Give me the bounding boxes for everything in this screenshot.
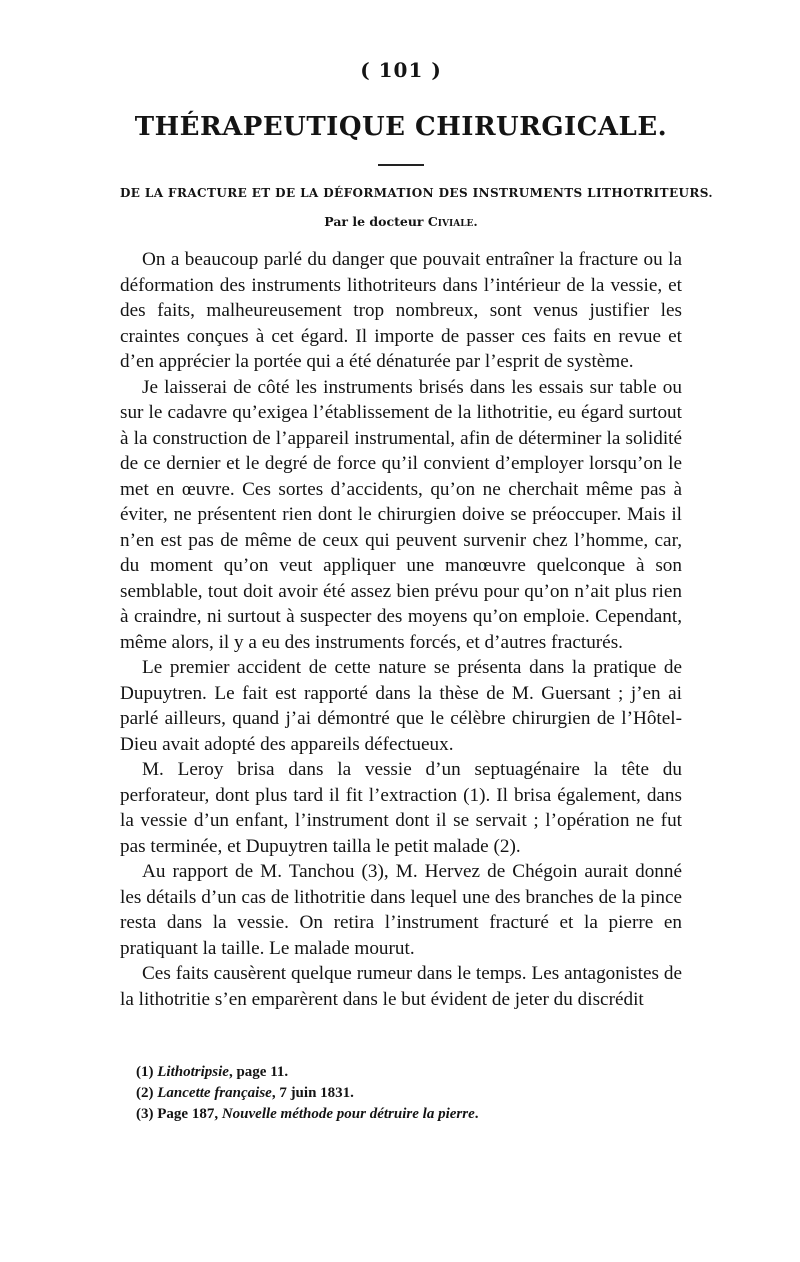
footnote-rest: . <box>474 1106 479 1122</box>
footnote-mark: (1) <box>136 1064 154 1080</box>
footnote-mark: (2) <box>136 1085 154 1101</box>
footnote-pre: Page 187, <box>157 1106 222 1122</box>
paragraph: Je laisserai de côté les instruments brisés dans les essais sur table ou sur le cadavre qu’exigea l’établissement de la lithotritie, eu égard surtout à la construction de l’appareil instrumental, afin de déterminer la solidité de ce dernier et le degré de force qu’il convient d’employer lorsqu’on le met en œuvre. Ces sortes d’accidents, qu’on ne cherchait même pas à éviter, ne présentent rien dont le chirurgien doive se préoccuper. Mais il n’en est pas de même de ceux qui peuvent survenir chez l’homme, car, du moment qu’on veut appliquer une manœuvre quelconque à son semblable, tout doit avoir été assez bien prévu pour qu’on n’ait plus rien à craindre, ni surtout à suspecter des moyens qu’on emploie. Cependant, même alors, il y a eu des instruments forcés, et d’autres fracturés. <box>120 376 682 653</box>
paragraph: Ces faits causèrent quelque rumeur dans le temps. Les antagonistes de la lithotritie s’en emparèrent dans le but évident de jeter du discrédit <box>120 963 682 1010</box>
footnote-title: Lithotripsie <box>157 1064 229 1080</box>
paragraph: Au rapport de M. Tanchou (3), M. Hervez de Chégoin aurait donné les détails d’un cas de lithotritie dans lequel une des branches de la pince resta dans la vessie. On retira l’instrument fracturé et la pierre en pratiquant la taille. Le malade mourut. <box>120 861 682 959</box>
byline-author: Civiale. <box>427 214 478 229</box>
footnote-title: Lancette française <box>157 1085 272 1101</box>
body-text <box>120 247 682 1012</box>
footnote-rest: , page 11. <box>228 1064 289 1080</box>
footnote-mark: (3) <box>136 1106 154 1122</box>
byline-prefix: Par le docteur <box>324 214 424 229</box>
footnotes <box>136 1062 478 1125</box>
footnote-rest: , 7 juin 1831. <box>271 1085 354 1101</box>
paragraph: Le premier accident de cette nature se présenta dans la pratique de Dupuytren. Le fait est rapporté dans la thèse de M. Guersant ; j’en ai parlé ailleurs, quand j’ai démontré que le célèbre chirurgien de l’Hôtel-Dieu avait adopté des appareils défectueux. <box>120 657 682 755</box>
footnote <box>136 1104 478 1125</box>
footnote-title: Nouvelle méthode pour détruire la pierre <box>221 1106 475 1122</box>
footnote <box>136 1062 478 1083</box>
article-title: DE LA FRACTURE ET DE LA DÉFORMATION DES INSTRUMENTS LITHOTRITEURS. <box>120 186 713 200</box>
byline <box>120 214 682 229</box>
section-title: THÉRAPEUTIQUE CHIRURGICALE. <box>134 112 668 142</box>
footnote <box>136 1083 478 1104</box>
paragraph: M. Leroy brisa dans la vessie d’un septuagénaire la tête du perforateur, dont plus tard il fit l’extraction (1). Il brisa également, dans la vessie d’un enfant, l’instrument dont il se servait ; l’opération ne fut pas terminée, et Dupuytren tailla le petit malade (2). <box>120 759 682 857</box>
page-number: ( 101 ) <box>360 58 442 82</box>
paragraph: On a beaucoup parlé du danger que pouvait entraîner la fracture ou la déformation des instruments lithotriteurs dans l’intérieur de la vessie, et des faits, malheureusement trop nombreux, sont venus justifier les craintes conçues à cet égard. Il importe de passer ces faits en revue et d’en apprécier la portée qui a été dénaturée par l’esprit de système. <box>120 249 682 372</box>
title-rule <box>378 164 424 166</box>
